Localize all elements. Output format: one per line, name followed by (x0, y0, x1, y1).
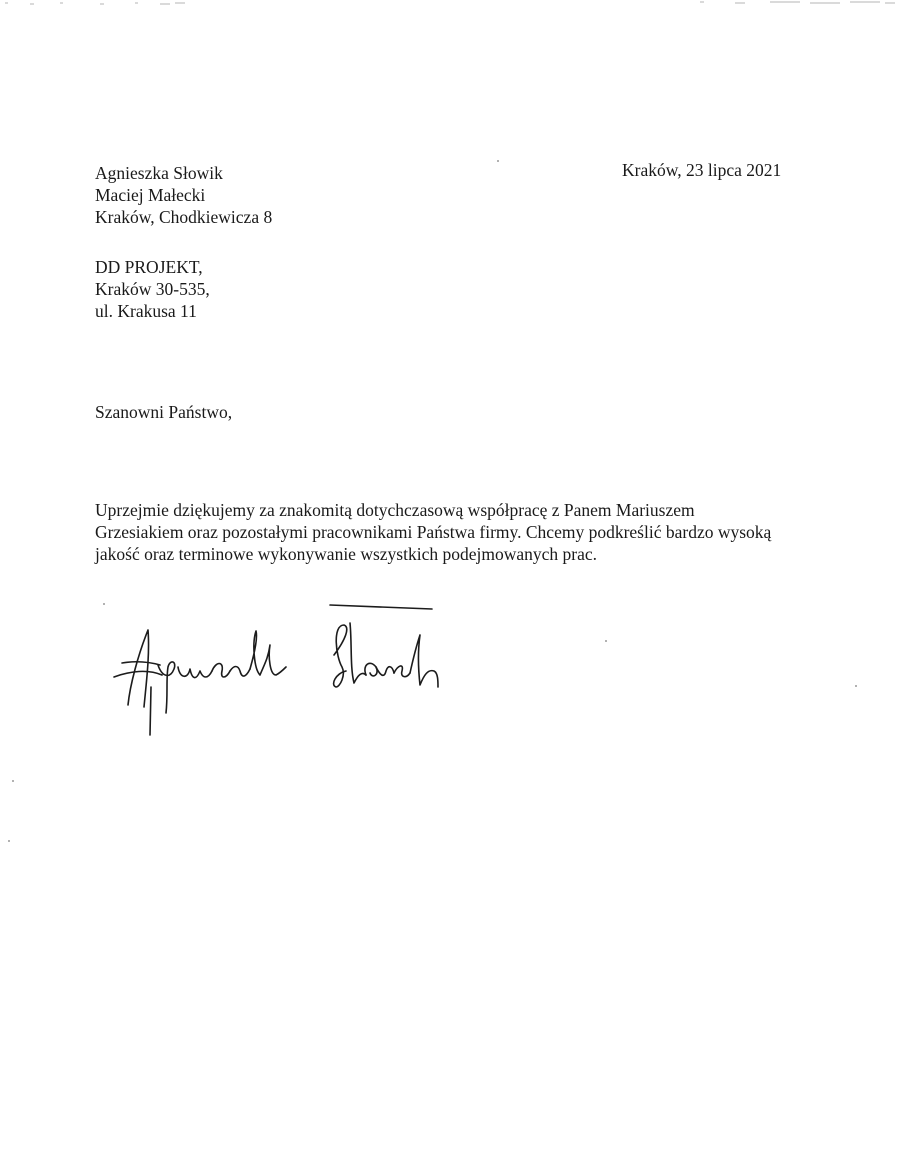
sender-block (95, 162, 272, 228)
recipient-street: ul. Krakusa 11 (95, 301, 197, 321)
body-line-3: jakość oraz terminowe wykonywanie wszystkich podejmowanych prac. (95, 544, 597, 564)
scan-speck (8, 840, 10, 842)
handwritten-signature (100, 595, 480, 745)
scan-speck (605, 640, 607, 642)
scan-edge-marks (0, 0, 900, 10)
recipient-company: DD PROJEKT, (95, 257, 203, 277)
salutation: Szanowni Państwo, (95, 402, 233, 422)
recipient-block (95, 256, 210, 322)
sender-name-2: Maciej Małecki (95, 185, 206, 205)
body-line-1: Uprzejmie dziękujemy za znakomitą dotychczasową współpracę z Panem Mariuszem (95, 500, 695, 520)
letter-body (95, 499, 771, 565)
body-line-2: Grzesiakiem oraz pozostałymi pracownikami Państwa firmy. Chcemy podkreślić bardzo wysoką (95, 522, 772, 542)
scan-speck (497, 160, 499, 162)
sender-address: Kraków, Chodkiewicza 8 (95, 207, 273, 227)
sender-name-1: Agnieszka Słowik (95, 163, 223, 183)
recipient-city: Kraków 30-535, (95, 279, 210, 299)
scan-speck (103, 603, 105, 605)
letter-date: Kraków, 23 lipca 2021 (622, 160, 782, 180)
scan-speck (855, 685, 857, 687)
scan-speck (12, 780, 14, 782)
